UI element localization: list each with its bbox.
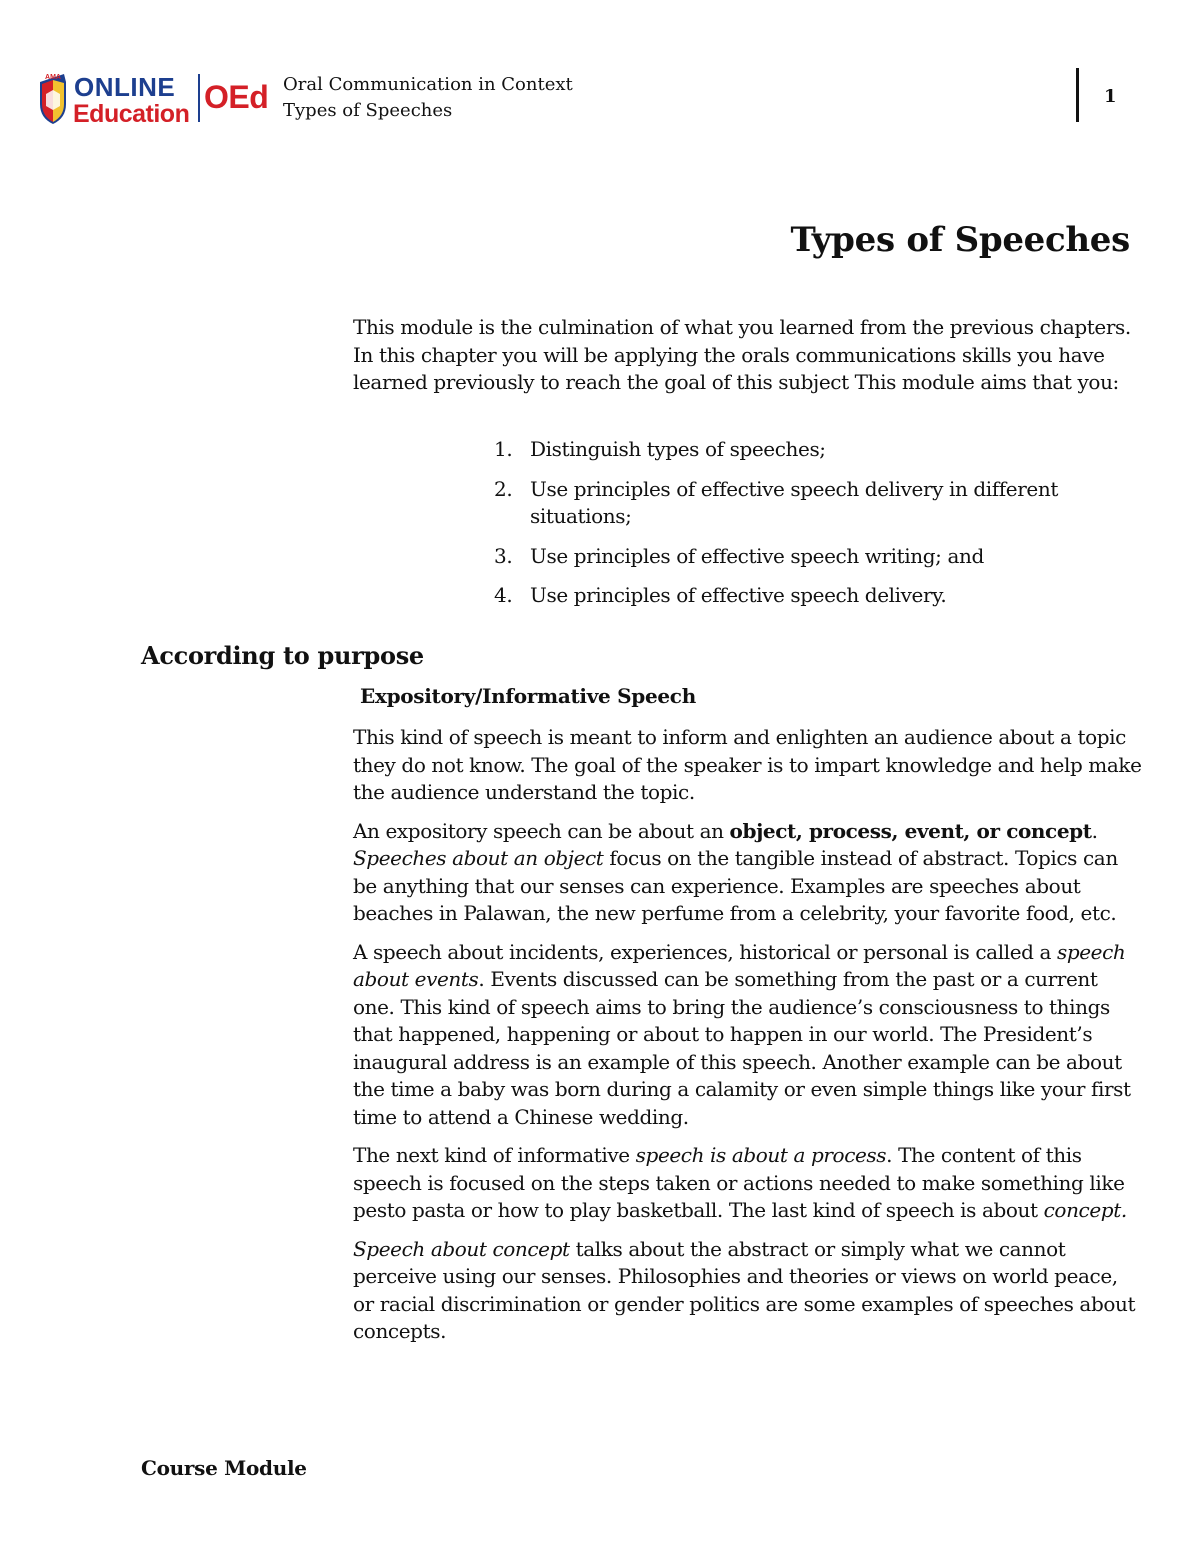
footer-label: Course Module <box>141 1456 307 1480</box>
section-heading: According to purpose <box>141 641 424 670</box>
objective-item <box>490 436 1130 464</box>
p4-text: The next kind of informative <box>353 1143 636 1167</box>
p4-text: . The content of this speech is focused on the steps taken or actions needed to make something like pesto pasta or how to play basketball. The last kind of speech is about <box>353 1143 1125 1222</box>
logo-badge-oed: OEd <box>204 79 269 115</box>
objective-text: Distinguish types of speeches; <box>530 437 826 461</box>
logo-text-online: ONLINE <box>74 72 176 102</box>
objective-text: Use principles of effective speech writing; and <box>530 543 984 568</box>
objectives-list <box>490 436 1130 622</box>
logo-divider <box>198 74 200 122</box>
objective-item <box>490 476 1130 531</box>
objective-text: Use principles of effective speech delivery in different situations; <box>530 476 1058 528</box>
objective-number: 1. <box>494 437 513 461</box>
p4-italic: speech is about a process <box>635 1143 887 1167</box>
p2-text: . <box>1091 818 1098 843</box>
p2-text: An expository speech can be about an <box>353 818 730 843</box>
p3-text: . Events discussed can be something from the past or a current one. This kind of speech aims to bring the audience’s consciousness to things that happened, happening or about to happen in our world. The President’s inaugural address is an example of this speech. Another example can be about the time a baby was born during a calamity or even simple things like your first time to attend a Chinese wedding. <box>353 967 1131 1129</box>
paragraph-1: This kind of speech is meant to inform and enlighten an audience about a topic they do not know. The goal of the speaker is to impart knowledge and help make the audience understand the topic. <box>353 725 1142 804</box>
p3-text: A speech about incidents, experiences, historical or personal is called a <box>353 939 1057 964</box>
paragraph-3 <box>353 939 1143 1132</box>
paragraph-4 <box>353 1142 1143 1225</box>
paragraph-2 <box>353 818 1143 928</box>
p4-italic: concept. <box>1043 1198 1127 1222</box>
shield-icon <box>40 74 66 124</box>
shield-text: AMA <box>45 74 61 81</box>
objective-item <box>490 582 1130 610</box>
p2-bold: object, process, event, or concept <box>729 818 1092 843</box>
module-title: Types of Speeches <box>283 100 453 121</box>
online-education-logo <box>38 70 270 126</box>
p2-text: focus on the tangible instead of abstract. Topics can be anything that our senses can experience. Examples are speeches about beaches in Palawan, the new perfume from a celebrity, your favorite food, etc. <box>353 846 1118 925</box>
objective-number: 3. <box>494 543 513 568</box>
course-title: Oral Communication in Context <box>283 74 573 95</box>
objective-text: Use principles of effective speech delivery. <box>530 583 947 607</box>
paragraph-5 <box>353 1236 1143 1346</box>
page-number: 1 <box>1104 86 1117 107</box>
sub-heading: Expository/Informative Speech <box>360 684 696 708</box>
intro-section <box>353 314 1143 397</box>
p5-italic: Speech about concept <box>353 1236 570 1261</box>
objective-number: 4. <box>494 583 513 607</box>
logo-graphic <box>38 70 270 126</box>
content-section <box>353 724 1143 1357</box>
p5-text: talks about the abstract or simply what we cannot perceive using our senses. Philosophies and theories or views on world peace, or racial discrimination or gender politics are some examples of speeches about concepts. <box>353 1236 1136 1343</box>
p2-italic: Speeches about an object <box>353 846 604 870</box>
document-title: Types of Speeches <box>790 220 1130 260</box>
header-titles <box>283 72 573 124</box>
logo-text-education: Education <box>73 100 190 126</box>
intro-paragraph: This module is the culmination of what you learned from the previous chapters. In this chapter you will be applying the orals communications skills you have learned previously to reach the goal of this subject This module aims that you: <box>353 315 1131 394</box>
header-divider <box>1076 68 1079 122</box>
p3-italic: speech about events <box>353 939 1126 991</box>
objective-item <box>490 543 1130 571</box>
objective-number: 2. <box>494 476 513 501</box>
